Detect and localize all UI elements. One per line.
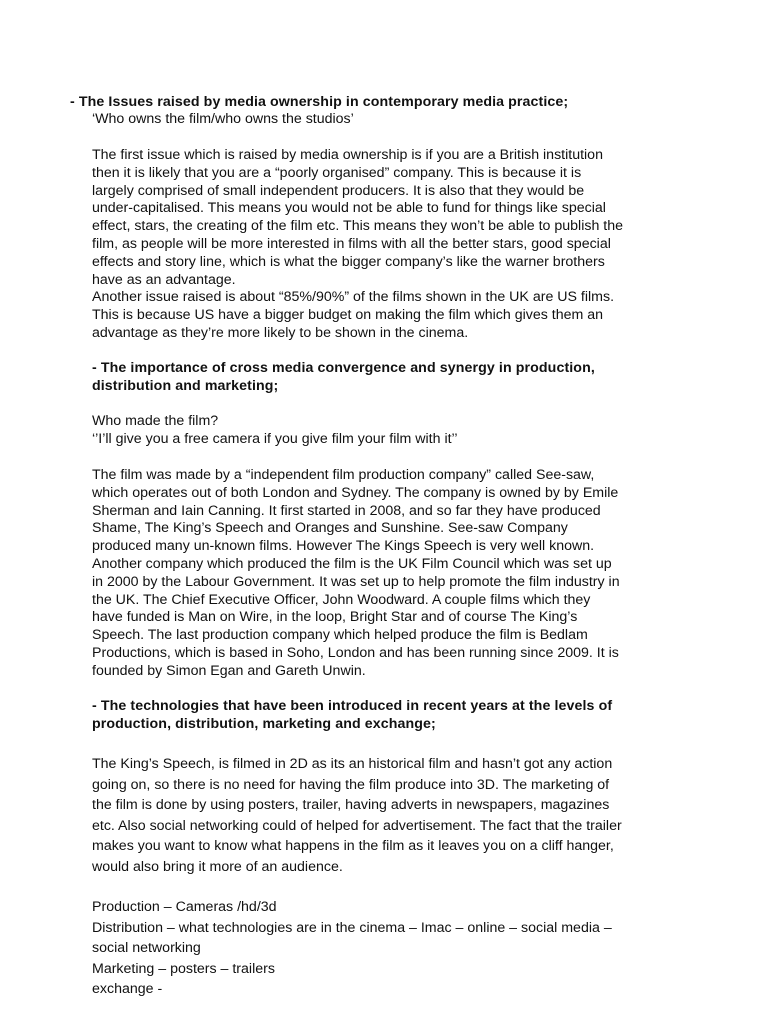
text-line: produced many un-known films. However The Kings Speech is very well known. <box>92 538 595 555</box>
text-line: the UK. The Chief Executive Officer, John Woodward. A couple films which they <box>92 591 591 608</box>
list-item: Distribution – what technologies are in the cinema – Imac – online – social media – <box>92 919 612 936</box>
text-line: the film is done by using posters, trailer, having adverts in newspapers, magazines <box>92 797 610 814</box>
list-item: exchange - <box>92 981 163 998</box>
text-line: The King’s Speech, is filmed in 2D as its an historical film and hasn’t got any action <box>92 756 613 772</box>
text-line: would also bring it more of an audience. <box>92 858 343 875</box>
text-line: in 2000 by the Labour Government. It was set up to help promote the film industry in <box>92 573 620 590</box>
text-line: The first issue which is raised by media ownership is if you are a British institution <box>92 147 603 163</box>
text-line: Speech. The last production company which helped produce the film is Bedlam <box>92 627 588 644</box>
text-line: effect, stars, the creating of the film etc. This means they won’t be able to publish the <box>92 218 624 235</box>
text-line: Productions, which is based in Soho, London and has been running since 2009. It is <box>92 644 619 661</box>
paragraph-see-saw <box>92 467 692 681</box>
text-line: largely comprised of small independent producers. It is also that they would be <box>92 182 585 199</box>
text-line: Another company which produced the film is the UK Film Council which was set up <box>92 555 612 572</box>
section-heading-technologies <box>92 698 692 734</box>
quote-free-camera: ‘’I’ll give you a free camera if you give film your film with it’’ <box>92 431 458 447</box>
section-heading-media-ownership: - The Issues raised by media ownership in contemporary media practice; <box>70 94 569 110</box>
text-line: then it is likely that you are a “poorly organised” company. This is because it is <box>92 164 582 181</box>
text-line: This is because US have a bigger budget on making the film which gives them an <box>92 307 604 324</box>
text-line: makes you want to know what happens in the film as it leaves you on a cliff hanger, <box>92 838 614 855</box>
heading-line: production, distribution, marketing and exchange; <box>92 715 436 732</box>
heading-line: - The technologies that have been introduced in recent years at the levels of <box>92 698 613 714</box>
heading-line: - The importance of cross media convergence and synergy in production, <box>92 360 595 376</box>
heading-line: distribution and marketing; <box>92 377 279 394</box>
text-line: under-capitalised. This means you would not be able to fund for things like special <box>92 200 606 217</box>
list-item: Production – Cameras /hd/3d <box>92 899 277 915</box>
text-line: The film was made by a “independent film production company” called See-saw, <box>92 467 595 483</box>
text-line: which operates out of both London and Sydney. The company is owned by by Emile <box>92 484 619 501</box>
section-heading-convergence <box>92 360 692 396</box>
subtitle-who-owns: ‘Who owns the film/who owns the studios’ <box>92 111 354 127</box>
question-who-made: Who made the film? <box>92 413 219 429</box>
list-item: social networking <box>92 940 201 957</box>
text-line: film, as people will be more interested in films with all the better stars, good special <box>92 235 611 252</box>
text-line: going on, so there is no need for having the film produce into 3D. The marketing of <box>92 776 610 793</box>
text-line: Shame, The King’s Speech and Oranges and Sunshine. See-saw Company <box>92 520 568 537</box>
text-line: have funded is Man on Wire, in the loop, Bright Star and of course The King’s <box>92 609 578 626</box>
list-item: Marketing – posters – trailers <box>92 960 275 977</box>
paragraph-ownership-issues <box>92 147 692 343</box>
text-line: Another issue raised is about “85%/90%” of the films shown in the UK are US films. <box>92 289 615 306</box>
text-line: advantage as they’re more likely to be shown in the cinema. <box>92 324 469 341</box>
text-line: etc. Also social networking could of helped for advertisement. The fact that the trailer <box>92 817 622 834</box>
text-line: have as an advantage. <box>92 271 236 288</box>
text-line: founded by Simon Egan and Gareth Unwin. <box>92 662 366 679</box>
text-line: effects and story line, which is what the bigger company’s like the warner brothers <box>92 253 605 270</box>
text-line: Sherman and Iain Canning. It first started in 2008, and so far they have produced <box>92 502 601 519</box>
technology-list <box>92 897 692 1000</box>
paragraph-kings-speech-technology <box>92 754 692 878</box>
